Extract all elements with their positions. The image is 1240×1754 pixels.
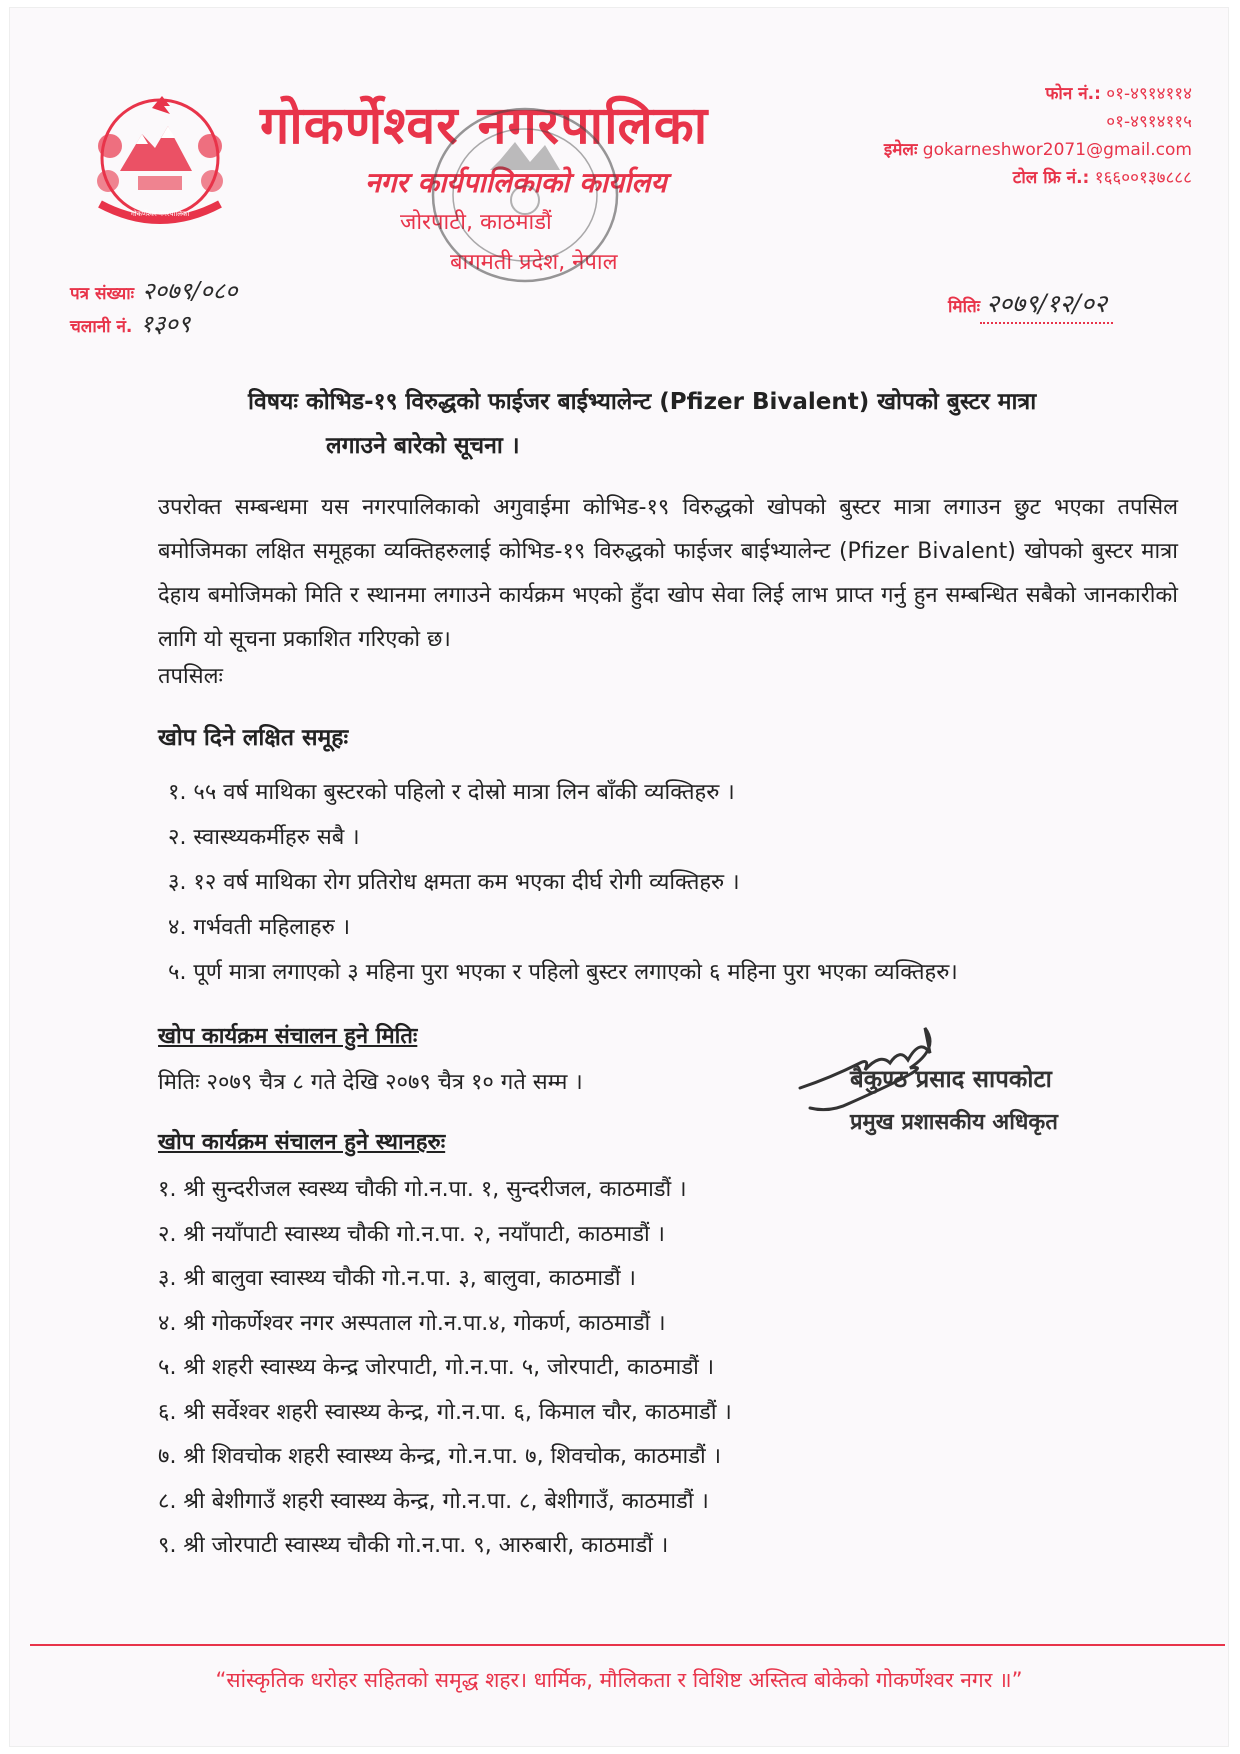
tollfree-number: १६६००१३७८८८ — [1094, 168, 1192, 188]
list-item: ५. पूर्ण मात्रा लगाएको ३ महिना पुरा भएका र पहिलो बुस्टर लगाएको ६ महिना पुरा भएका व्यक्तिहरु। — [168, 960, 958, 985]
target-groups-list — [168, 770, 1228, 995]
list-item: २. श्री नयाँपाटी स्वास्थ्य चौकी गो.न.पा. २, नयाँपाटी, काठमाडौं । — [158, 1221, 665, 1247]
body-paragraph: उपरोक्त सम्बन्धमा यस नगरपालिकाको अगुवाईमा कोभिड-१९ विरुद्धको खोपको बुस्टर मात्रा लगाउन छुट भएका तपसिल बमोजिमका लक्षित समूहका व्यक्तिहरुलाई कोभिड-१९ विरुद्धको फाईजर बाईभ्यालेन्ट (Pfizer Bivalent) खोपको बुस्टर मात्रा देहाय बमोजिमको मिति र स्थानमा लगाउने कार्यक्रम भएको हुँदा खोप सेवा लिई लाभ प्राप्त गर्नु हुन सम्बन्धित सबैको जानकारीको लागि यो सूचना प्रकाशित गरिएको छ। — [158, 495, 1178, 652]
list-item: ४. श्री गोकर्णेश्वर नगर अस्पताल गो.न.पा.४, गोकर्ण, काठमाडौं । — [158, 1310, 666, 1336]
list-item: ४. गर्भवती महिलाहरु । — [168, 915, 351, 940]
ref-number: २०७९/०८० — [142, 277, 238, 305]
date-value: २०७९/१२/०२ — [986, 289, 1107, 318]
list-item: ३. श्री बालुवा स्वास्थ्य चौकी गो.न.पा. ३, बालुवा, काठमाडौं । — [158, 1266, 636, 1291]
venues-heading: खोप कार्यक्रम संचालन हुने स्थानहरुः — [158, 1130, 446, 1155]
office-stamp-icon — [420, 100, 630, 290]
subject — [248, 380, 1148, 468]
email-address[interactable]: gokarneshwor2071@gmail.com — [922, 140, 1192, 160]
contact-block — [884, 80, 1192, 192]
venues-list — [158, 1168, 1198, 1569]
subject-line-1: विषयः कोभिड-१९ विरुद्धको फाईजर बाईभ्यालेन्ट (Pfizer Bivalent) खोपको बुस्टर मात्रा — [248, 389, 1037, 415]
list-item: १. ५५ वर्ष माथिका बुस्टरको पहिलो र दोस्रो मात्रा लिन बाँकी व्यक्तिहरु । — [168, 780, 735, 805]
signatory-name: बैकुण्ठ प्रसाद सापकोटा — [850, 1065, 1052, 1093]
org-subtitle: नगर कार्यपालिकाको कार्यालय — [365, 166, 667, 199]
list-item: ५. श्री शहरी स्वास्थ्य केन्द्र जोरपाटी, गो.न.पा. ५, जोरपाटी, काठमाडौं । — [158, 1355, 715, 1380]
footer-divider — [30, 1644, 1225, 1646]
ref-label: पत्र संख्याः — [70, 284, 135, 304]
list-item: ८. श्री बेशीगाउँ शहरी स्वास्थ्य केन्द्र, गो.न.पा. ८, बेशीगाउँ, काठमाडौं । — [158, 1488, 709, 1514]
date-label: मितिः — [948, 297, 981, 317]
letter-date — [948, 286, 1113, 324]
letter-page — [10, 8, 1228, 1746]
list-item: ६. श्री सर्वेश्वर शहरी स्वास्थ्य केन्द्र, गो.न.पा. ६, किमाल चौर, काठमाडौं । — [158, 1399, 732, 1425]
phone-2: ०१-४९१४११५ — [1106, 112, 1192, 132]
list-item: ९. श्री जोरपाटी स्वास्थ्य चौकी गो.न.पा. ९, आरुबारी, काठमाडौं । — [158, 1533, 669, 1558]
list-item: ७. श्री शिवचोक शहरी स्वास्थ्य केन्द्र, गो.न.पा. ७, शिवचोक, काठमाडौं । — [158, 1444, 722, 1469]
tapsil-label: तपसिलः — [158, 664, 223, 689]
signatory-title: प्रमुख प्रशासकीय अधिकृत — [850, 1110, 1058, 1135]
org-province: बागमती प्रदेश, नेपाल — [450, 250, 618, 275]
target-groups-heading: खोप दिने लक्षित समूहः — [158, 725, 349, 751]
schedule-text: मितिः २०७९ चैत्र ८ गते देखि २०७९ चैत्र १० गते सम्म । — [158, 1070, 583, 1095]
phone-label: फोन नं.: — [1045, 84, 1101, 104]
reference-block — [70, 276, 238, 342]
org-name: गोकर्णेश्वर नगरपालिका — [260, 96, 709, 156]
tollfree-label: टोल फ्रि नं.: — [1012, 168, 1090, 188]
subject-line-2: लगाउने बारेको सूचना । — [326, 433, 520, 459]
email-label: इमेलः — [883, 140, 918, 160]
footer-motto: “सांस्कृतिक धरोहर सहितको समृद्ध शहर। धार्मिक, मौलिकता र विशिष्ट अस्तित्व बोकेको गोकर्णेश्वर नगर ॥” — [215, 1668, 1023, 1692]
org-address: जोरपाटी, काठमाडौं — [400, 210, 552, 235]
phone-1: ०१-४९१४११४ — [1106, 84, 1192, 104]
nepal-emblem-icon — [80, 86, 240, 236]
list-item: २. स्वास्थ्यकर्मीहरु सबै । — [168, 825, 360, 850]
schedule-heading: खोप कार्यक्रम संचालन हुने मितिः — [158, 1024, 418, 1049]
list-item: १. श्री सुन्दरीजल स्वस्थ्य चौकी गो.न.पा. १, सुन्दरीजल, काठमाडौं । — [158, 1177, 687, 1202]
dispatch-label: चलानी नं. — [70, 317, 133, 337]
list-item: ३. १२ वर्ष माथिका रोग प्रतिरोध क्षमता कम भएका दीर्घ रोगी व्यक्तिहरु । — [168, 870, 740, 895]
svg-text:गोकर्णेश्वर नगरपालिका: गोकर्णेश्वर नगरपालिका — [130, 210, 190, 218]
dispatch-number: १३०९ — [140, 310, 191, 338]
